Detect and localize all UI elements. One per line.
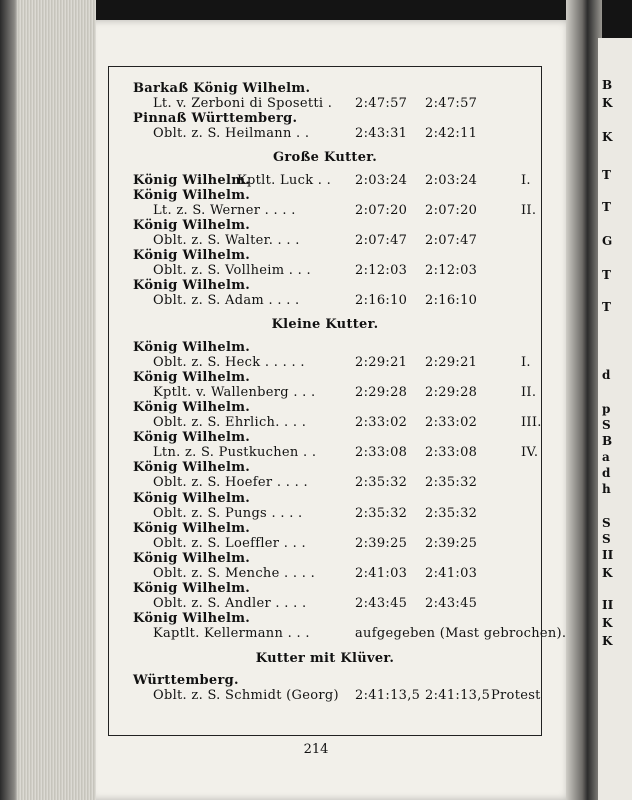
- placing: IV.: [521, 445, 539, 461]
- corrected-time: 2:16:10: [425, 293, 478, 309]
- elapsed-time: 2:35:32: [355, 475, 408, 491]
- section-heading: Große Kutter.: [272, 150, 378, 166]
- boat-name-text: König Wilhelm.: [133, 550, 251, 566]
- elapsed-time: 2:16:10: [355, 293, 408, 309]
- officer-name: Kaptlt. Kellermann . . .: [153, 626, 310, 642]
- corrected-time: 2:03:24: [425, 172, 478, 188]
- officer-name: Oblt. z. S. Loeffler . . .: [153, 535, 306, 551]
- officer-name: Kptlt. Luck . .: [237, 172, 332, 188]
- boat-name-text: König Wilhelm.: [133, 278, 251, 294]
- result-note: aufgegeben (Mast gebrochen).: [355, 626, 567, 642]
- boat-name-text: König Wilhelm.: [133, 520, 251, 536]
- boat-name-text: König Wilhelm.: [133, 248, 251, 263]
- officer-name: Oblt. z. S. Andler . . . .: [153, 596, 307, 612]
- officer-name: Oblt. z. S. Heilmann . .: [153, 126, 310, 142]
- facing-page-letter: B: [602, 434, 613, 448]
- facing-page-letter: p: [602, 402, 611, 416]
- placing: II.: [521, 384, 537, 400]
- officer-name: Lt. z. S. Werner . . . .: [153, 202, 296, 218]
- corrected-time: 2:41:13,5: [425, 687, 491, 703]
- placing: I.: [521, 172, 531, 188]
- corrected-time: 2:29:21: [425, 354, 478, 370]
- facing-page-letter: K: [602, 634, 613, 648]
- corrected-time: 2:41:03: [425, 566, 478, 581]
- corrected-time: 2:33:02: [425, 415, 478, 430]
- boat-name-text: König Wilhelm.: [133, 399, 251, 415]
- elapsed-time: 2:03:24: [355, 172, 408, 188]
- boat-name-text: König Wilhelm.: [133, 369, 251, 385]
- elapsed-time: 2:35:32: [355, 505, 408, 521]
- facing-page-letter: K: [602, 96, 613, 110]
- elapsed-time: 2:47:57: [355, 96, 408, 112]
- facing-page-letter: K: [602, 130, 613, 144]
- corrected-time: 2:35:32: [425, 475, 478, 491]
- elapsed-time: 2:07:20: [355, 202, 408, 218]
- corrected-time: 2:07:20: [425, 202, 478, 218]
- boat-name-text: König Wilhelm.: [133, 460, 251, 476]
- elapsed-time: 2:29:28: [355, 384, 408, 400]
- elapsed-time: 2:43:31: [355, 126, 408, 142]
- facing-page-letter: T: [602, 268, 611, 282]
- facing-page-letter: K: [602, 566, 613, 580]
- facing-page-letter: S: [602, 418, 611, 432]
- facing-page-letter: K: [602, 616, 613, 630]
- corrected-time: 2:42:11: [425, 126, 478, 142]
- boat-name-text: König Wilhelm.: [133, 187, 251, 203]
- officer-name: Oblt. z. S. Adam . . . .: [153, 293, 300, 309]
- officer-name: Oblt. z. S. Menche . . . .: [153, 566, 316, 581]
- facing-page-letter: S: [602, 532, 611, 546]
- section-heading: Kutter mit Klüver.: [255, 650, 395, 666]
- boat-name-text: König Wilhelm.: [133, 581, 251, 597]
- boat-name-text: König Wilhelm.: [133, 430, 251, 446]
- boat-name-text: König Wilhelm.: [133, 339, 251, 355]
- boat-name-text: Barkaß König Wilhelm.: [133, 81, 311, 96]
- placing: Protest: [491, 687, 541, 703]
- officer-name: Oblt. z. S. Heck . . . . .: [153, 354, 305, 370]
- officer-name: Oblt. z. S. Hoefer . . . .: [153, 475, 308, 491]
- placing: III.: [521, 415, 542, 430]
- elapsed-time: 2:43:45: [355, 596, 408, 612]
- corrected-time: 2:33:08: [425, 445, 478, 461]
- book-gutter: [566, 0, 602, 800]
- officer-name: Kptlt. v. Wallenberg . . .: [153, 384, 316, 400]
- elapsed-time: 2:33:08: [355, 445, 408, 461]
- elapsed-time: 2:33:02: [355, 415, 408, 430]
- page-number: 214: [303, 742, 329, 757]
- book-edge-shadow: [0, 0, 18, 800]
- corrected-time: 2:47:57: [425, 96, 478, 112]
- facing-page-letter: a: [602, 450, 610, 464]
- boat-name-text: König Wilhelm.: [133, 172, 251, 188]
- officer-name: Oblt. z. S. Ehrlich. . . .: [153, 415, 307, 430]
- corrected-time: 2:39:25: [425, 535, 478, 551]
- facing-page-fragment: [598, 38, 632, 800]
- boat-name-text: König Wilhelm.: [133, 611, 251, 627]
- corrected-time: 2:29:28: [425, 384, 478, 400]
- placing: I.: [521, 354, 531, 370]
- elapsed-time: 2:12:03: [355, 263, 408, 279]
- officer-name: Oblt. z. S. Pungs . . . .: [153, 505, 303, 521]
- facing-page-letter: II: [602, 548, 614, 562]
- facing-page-letter: S: [602, 516, 611, 530]
- facing-page-letter: B: [602, 78, 613, 92]
- elapsed-time: 2:39:25: [355, 535, 408, 551]
- officer-name: Ltn. z. S. Pustkuchen . .: [153, 445, 317, 461]
- facing-page-letter: G: [602, 234, 613, 248]
- results-table-frame: [108, 66, 567, 736]
- elapsed-time: 2:41:03: [355, 566, 408, 581]
- elapsed-time: 2:41:13,5: [355, 687, 421, 703]
- elapsed-time: 2:29:21: [355, 354, 408, 370]
- facing-page-letter: T: [602, 300, 611, 314]
- facing-page-letter: d: [602, 368, 611, 382]
- facing-page-letter: d: [602, 466, 611, 480]
- facing-page-letter: II: [602, 598, 614, 612]
- boat-name-text: König Wilhelm.: [133, 217, 251, 233]
- corrected-time: 2:43:45: [425, 596, 478, 612]
- corrected-time: 2:35:32: [425, 505, 478, 521]
- boat-name-text: König Wilhelm.: [133, 490, 251, 506]
- officer-name: Oblt. z. S. Walter. . . .: [153, 232, 300, 248]
- facing-page-letter: T: [602, 200, 611, 214]
- corrected-time: 2:07:47: [425, 232, 478, 248]
- officer-name: Oblt. z. S. Schmidt (Georg): [153, 687, 339, 703]
- officer-name: Lt. v. Zerboni di Sposetti .: [153, 96, 333, 112]
- elapsed-time: 2:07:47: [355, 232, 408, 248]
- facing-page-letter: T: [602, 168, 611, 182]
- placing: II.: [521, 202, 537, 218]
- corrected-time: 2:12:03: [425, 263, 478, 279]
- boat-name-text: Pinnaß Württemberg.: [133, 111, 298, 127]
- facing-page-letter: h: [602, 482, 611, 496]
- section-heading: Kleine Kutter.: [271, 317, 379, 333]
- boat-name-text: Württemberg.: [133, 672, 239, 688]
- officer-name: Oblt. z. S. Vollheim . . .: [153, 263, 311, 279]
